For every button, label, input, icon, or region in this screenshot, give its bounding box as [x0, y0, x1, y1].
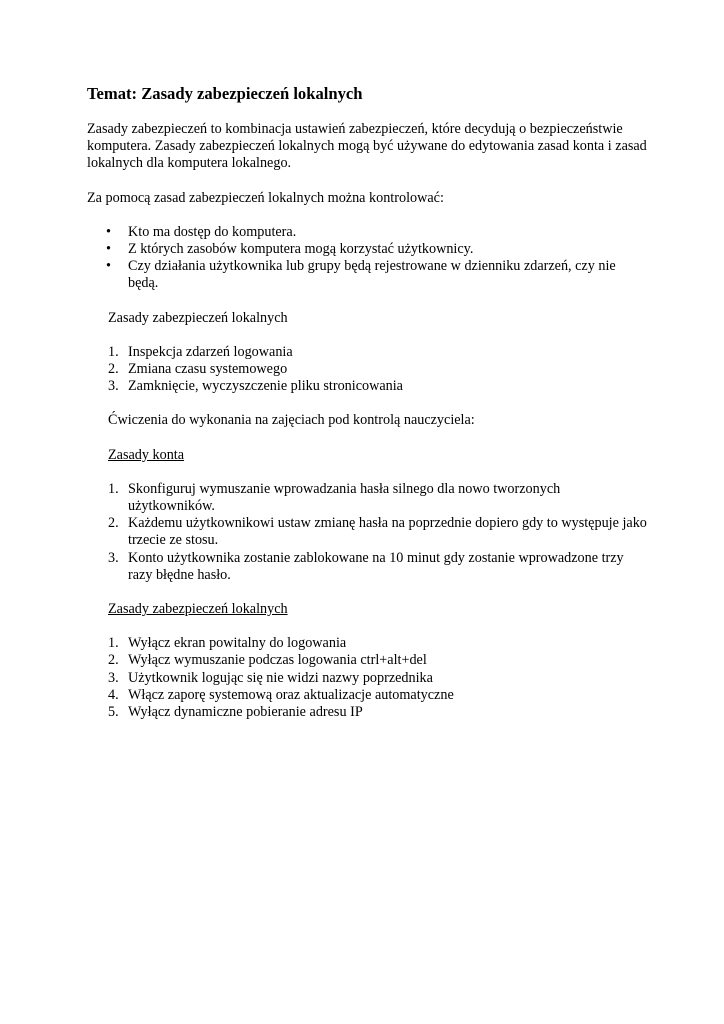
- bullet-text: Z których zasobów komputera mogą korzystać użytkownicy.: [128, 241, 474, 258]
- list-text: Wyłącz dynamiczne pobieranie adresu IP: [128, 704, 363, 721]
- list-item: [87, 652, 647, 669]
- list-item: [87, 635, 647, 652]
- list-text: Włącz zaporę systemową oraz aktualizacje automatyczne: [128, 686, 454, 703]
- section3-list: [87, 635, 647, 721]
- list-item: [87, 515, 647, 549]
- list-number: 5.: [108, 704, 119, 721]
- list-item: [87, 344, 647, 361]
- bullet-icon: •: [106, 241, 111, 258]
- list-number: 1.: [108, 635, 119, 652]
- list-number: 4.: [108, 686, 119, 703]
- document-page: [87, 84, 647, 738]
- section3-heading: Zasady zabezpieczeń lokalnych: [108, 601, 288, 618]
- section1-list: [87, 344, 647, 396]
- lead-paragraph: Za pomocą zasad zabezpieczeń lokalnych można kontrolować:: [87, 189, 444, 206]
- list-item: [87, 378, 647, 395]
- list-text: Wyłącz ekran powitalny do logowania: [128, 635, 347, 652]
- exercises-intro: Ćwiczenia do wykonania na zajęciach pod kontrolą nauczyciela:: [108, 412, 475, 429]
- list-text: Zmiana czasu systemowego: [128, 361, 288, 378]
- section2-heading: Zasady konta: [108, 446, 185, 463]
- list-number: 2.: [108, 361, 119, 378]
- list-text: Inspekcja zdarzeń logowania: [128, 343, 293, 360]
- list-text: Wyłącz wymuszanie podczas logowania ctrl+alt+del: [128, 652, 427, 669]
- list-text: Użytkownik logując się nie widzi nazwy poprzednika: [128, 669, 433, 686]
- list-number: 3.: [108, 669, 119, 686]
- bullet-icon: •: [106, 223, 111, 240]
- list-text: Każdemu użytkownikowi ustaw zmianę hasła na poprzednie dopiero gdy to występuje jako trzecie ze stosu.: [128, 515, 647, 549]
- bullet-icon: •: [106, 258, 111, 275]
- document-title: Temat: Zasady zabezpieczeń lokalnych: [87, 84, 363, 103]
- list-text: Zamknięcie, wyczyszczenie pliku stronicowania: [128, 378, 403, 395]
- bullet-text: Czy działania użytkownika lub grupy będą rejestrowane w dzienniku zdarzeń, czy nie będą.: [128, 258, 616, 292]
- bullet-item: [87, 224, 647, 241]
- list-number: 1.: [108, 480, 119, 497]
- list-number: 1.: [108, 343, 119, 360]
- list-number: 3.: [108, 549, 119, 566]
- list-item: [87, 670, 647, 687]
- section1-heading: Zasady zabezpieczeń lokalnych: [108, 309, 288, 326]
- list-item: [87, 481, 647, 515]
- list-number: 3.: [108, 378, 119, 395]
- list-item: [87, 704, 647, 721]
- bullet-text: Kto ma dostęp do komputera.: [128, 223, 297, 240]
- list-item: [87, 550, 647, 584]
- intro-paragraph: Zasady zabezpieczeń to kombinacja ustawień zabezpieczeń, które decydują o bezpieczeństwie komputera. Zasady zabezpieczeń lokalnych mogą być używane do edytowania zasad konta i zasad lokalnych dla komputera lokalnego.: [87, 121, 647, 172]
- bullet-item: [87, 241, 647, 258]
- list-text: Skonfiguruj wymuszanie wprowadzania hasła silnego dla nowo tworzonych użytkowników.: [128, 480, 561, 515]
- section2-list: [87, 481, 647, 584]
- bullet-item: [87, 258, 647, 292]
- list-number: 2.: [108, 652, 119, 669]
- bullet-list: [87, 224, 647, 293]
- list-item: [87, 361, 647, 378]
- list-number: 2.: [108, 515, 119, 532]
- list-text: Konto użytkownika zostanie zablokowane na 10 minut gdy zostanie wprowadzone trzy razy błędne hasło.: [128, 549, 624, 583]
- list-item: [87, 687, 647, 704]
